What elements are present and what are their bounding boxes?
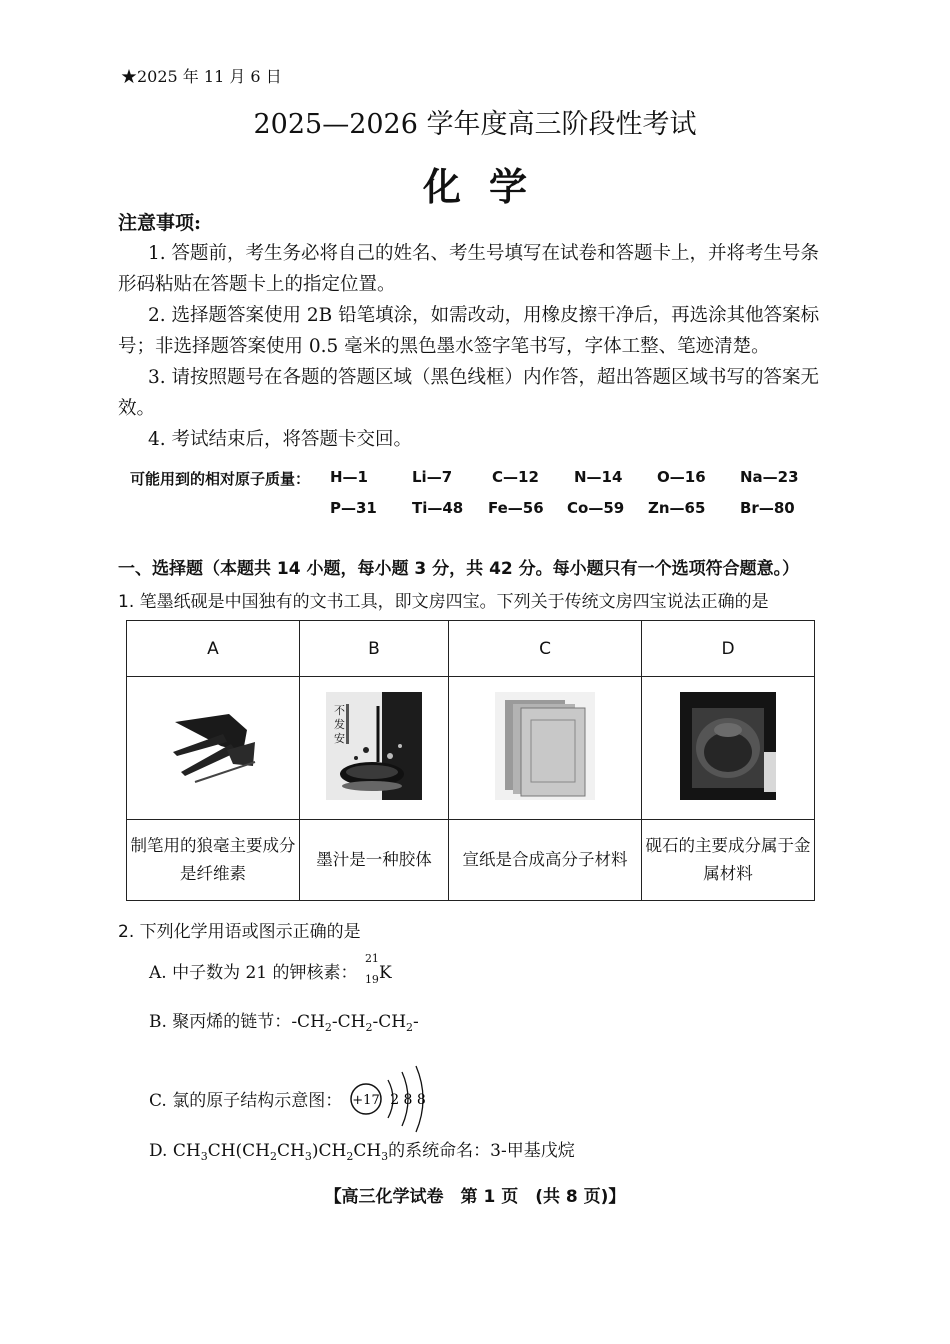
subject-title: 化学 bbox=[422, 164, 555, 209]
option-d-text: 砚石的主要成分属于金属材料 bbox=[642, 820, 815, 901]
option-a-text: 制笔用的狼毫主要成分是纤维素 bbox=[127, 820, 300, 901]
option-d-text: 的系统命名：3-甲基戊烷 bbox=[388, 1141, 575, 1161]
mass-item: Co—59 bbox=[567, 499, 625, 517]
option-b-text: 墨汁是一种胶体 bbox=[300, 820, 449, 901]
chlorine-atom-diagram bbox=[348, 1064, 458, 1139]
nucleus-charge: +17 bbox=[351, 1093, 380, 1108]
mass-item: C—12 bbox=[492, 468, 539, 486]
masses-label: 可能用到的相对原子质量： bbox=[130, 470, 311, 488]
option-a bbox=[149, 952, 392, 986]
ink-image bbox=[300, 677, 449, 820]
atomic-number: 19 bbox=[364, 973, 379, 986]
option-c-header: C bbox=[449, 621, 642, 677]
question-1-stem: 1. 笔墨纸砚是中国独有的文书工具，即文房四宝。下列关于传统文房四宝说法正确的是 bbox=[118, 592, 769, 612]
svg-text:不: 不 bbox=[334, 704, 345, 717]
mass-item: Fe—56 bbox=[488, 499, 544, 517]
mass-item: Zn—65 bbox=[648, 499, 706, 517]
element-symbol: K bbox=[378, 963, 392, 983]
notice-item: 1. 答题前，考生务必将自己的姓名、考生号填写在试卷和答题卡上，并将考生号条形码粘贴在答题卡上的指定位置。 bbox=[118, 243, 820, 295]
paper-image bbox=[449, 677, 642, 820]
notice-list bbox=[118, 238, 830, 455]
mass-item: Br—80 bbox=[740, 499, 795, 517]
option-b bbox=[149, 1007, 419, 1034]
d-formula: $CH_3CH(CH_2CH_3)CH_2CH_3$ bbox=[172, 1141, 389, 1163]
notice-item: 4. 考试结束后，将答题卡交回。 bbox=[148, 429, 413, 450]
mass-item: Na—23 bbox=[740, 468, 799, 486]
question-2-stem: 2. 下列化学用语或图示正确的是 bbox=[118, 922, 361, 942]
mass-item: N—14 bbox=[574, 468, 623, 486]
polypropylene-formula: $-CH_2-CH_2-CH_2-$ bbox=[291, 1012, 419, 1034]
option-b-header: B bbox=[300, 621, 449, 677]
option-c-text: 宣纸是合成高分子材料 bbox=[449, 820, 642, 901]
option-d bbox=[149, 1136, 575, 1163]
mass-item: P—31 bbox=[330, 499, 377, 517]
brush-image bbox=[127, 677, 300, 820]
option-d-label: D. bbox=[149, 1141, 168, 1161]
exam-title: 2025—2026 学年度高三阶段性考试 bbox=[253, 109, 697, 140]
question-1-table bbox=[126, 620, 815, 901]
option-d-header: D bbox=[642, 621, 815, 677]
notice-item: 2. 选择题答案使用 2B 铅笔填涂，如需改动，用橡皮擦干净后，再选涂其他答案标号；非选择题答案使用 0.5 毫米的黑色墨水签字笔书写，字体工整、笔迹清楚。 bbox=[118, 305, 820, 357]
option-c bbox=[149, 1064, 458, 1139]
section-title: 一、选择题（本题共 14 小题，每小题 3 分，共 42 分。每小题只有一个选项符合题意。） bbox=[118, 559, 800, 579]
mass-number: 21 bbox=[364, 952, 379, 965]
exam-date: ★2025 年 11 月 6 日 bbox=[121, 67, 282, 86]
mass-item: Ti—48 bbox=[412, 499, 464, 517]
electron-shells: 2 8 8 bbox=[389, 1092, 426, 1108]
page-footer: 【高三化学试卷 第 1 页 (共 8 页)】 bbox=[324, 1187, 626, 1207]
svg-text:安: 安 bbox=[334, 732, 345, 745]
mass-item: O—16 bbox=[657, 468, 706, 486]
svg-text:发: 发 bbox=[334, 718, 345, 731]
notice-title: 注意事项: bbox=[118, 212, 202, 234]
mass-item: H—1 bbox=[330, 468, 368, 486]
nuclide-symbol bbox=[363, 952, 379, 986]
mass-item: Li—7 bbox=[412, 468, 453, 486]
option-c-label: C. 氯的原子结构示意图： bbox=[149, 1091, 343, 1111]
option-a-header: A bbox=[127, 621, 300, 677]
option-a-label: A. 中子数为 21 的钾核素： bbox=[149, 963, 358, 983]
inkstone-image bbox=[642, 677, 815, 820]
option-b-label: B. 聚丙烯的链节： bbox=[149, 1012, 292, 1032]
notice-item: 3. 请按照题号在各题的答题区域（黑色线框）内作答，超出答题区域书写的答案无效。 bbox=[118, 367, 820, 419]
